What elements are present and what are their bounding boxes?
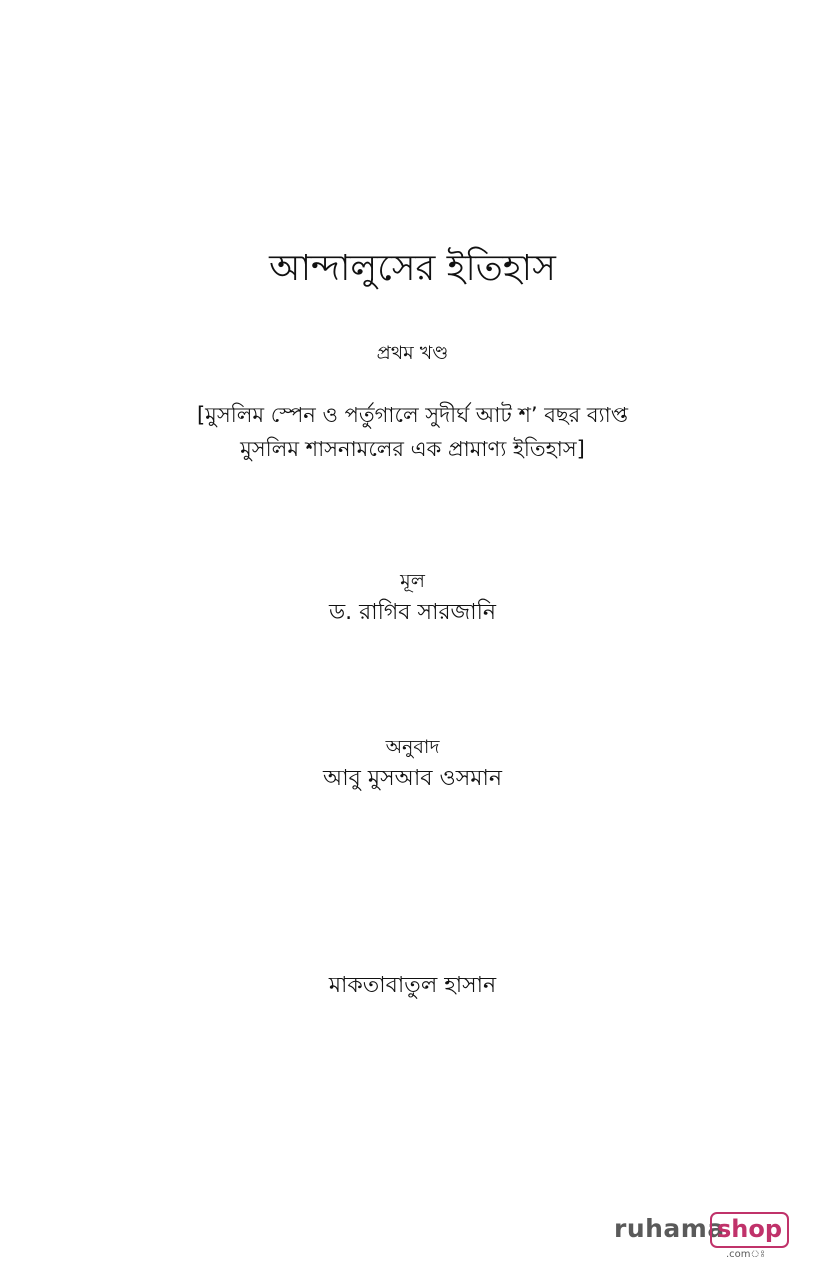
author-name: ড. রাগিব সারজানি xyxy=(328,600,497,625)
original-label: মূল xyxy=(400,570,425,592)
translator-name: আবু মুসআব ওসমান xyxy=(322,766,502,791)
translation-label: অনুবাদ xyxy=(385,736,440,758)
book-title: আন্দালুসের ইতিহাস xyxy=(269,248,556,289)
watermark-brand-domain: .comঃ xyxy=(726,1249,766,1260)
watermark-brand-main: ruhama xyxy=(614,1214,725,1243)
subtitle-line-2: মুসলিম শাসনামলের এক প্রামাণ্য ইতিহাস] xyxy=(240,437,585,461)
subtitle-line-1: [মুসলিম স্পেন ও পর্তুগালে সুদীর্ঘ আট শ’ বছর ব্যাপ্ত xyxy=(196,403,628,427)
watermark-brand-shop: shop xyxy=(710,1212,789,1248)
volume-label: প্রথম খণ্ড xyxy=(376,342,449,364)
ruhamashop-watermark-logo xyxy=(614,1210,784,1262)
publisher-name: মাকতাবাতুল হাসান xyxy=(328,973,497,998)
